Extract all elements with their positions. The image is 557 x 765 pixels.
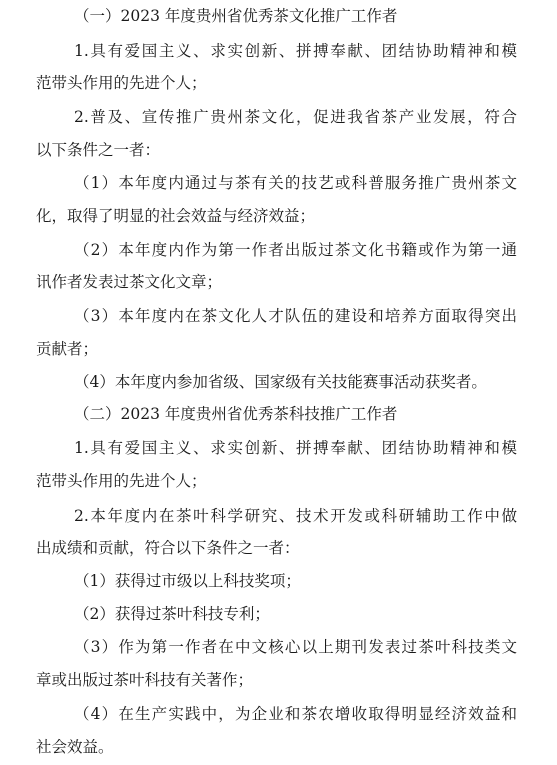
section2-sub3-line1: （3）作为第一作者在中文核心以上期刊发表过茶叶科技类文 (74, 638, 517, 656)
section1-item2-line1: 2.普及、宣传推广贵州茶文化，促进我省茶产业发展，符合 (74, 108, 517, 126)
section1-heading: （一）2023 年度贵州省优秀茶文化推广工作者 (74, 7, 398, 25)
section2-sub1: （1）获得过市级以上科技奖项； (74, 572, 301, 590)
section2-item1-line1: 1.具有爱国主义、求实创新、拼搏奉献、团结协助精神和模 (74, 439, 517, 457)
section1-sub3-line1: （3）本年度内在茶文化人才队伍的建设和培养方面取得突出 (74, 307, 517, 325)
section1-sub2-line2: 讯作者发表过茶文化文章； (36, 273, 223, 291)
section2-item1-line2: 范带头作用的先进个人； (36, 472, 207, 490)
section2-sub3-line2: 章或出版过茶叶科技有关著作； (36, 671, 254, 689)
section2-sub2: （2）获得过茶叶科技专利； (74, 605, 270, 623)
section1-item1-line2: 范带头作用的先进个人； (36, 74, 207, 92)
section2-sub4-line1: （4）在生产实践中，为企业和茶农增收取得明显经济效益和 (74, 705, 517, 723)
section2-item2-line1: 2.本年度内在茶叶科学研究、技术开发或科研辅助工作中做 (74, 507, 517, 525)
section2-heading: （二）2023 年度贵州省优秀茶科技推广工作者 (74, 405, 398, 423)
section1-item1-line1: 1.具有爱国主义、求实创新、拼搏奉献、团结协助精神和模 (74, 42, 517, 60)
section1-sub1-line2: 化，取得了明显的社会效益与经济效益； (36, 207, 316, 225)
section1-sub1-line1: （1）本年度内通过与茶有关的技艺或科普服务推广贵州茶文 (74, 174, 517, 192)
section2-item2-line2: 出成绩和贡献，符合以下条件之一者： (36, 539, 300, 557)
section2-sub4-line2: 社会效益。 (36, 738, 114, 756)
section1-sub3-line2: 贡献者； (36, 340, 99, 358)
section1-item2-line2: 以下条件之一者： (36, 141, 161, 159)
section1-sub4: （4）本年度内参加省级、国家级有关技能赛事活动获奖者。 (74, 373, 487, 391)
section1-sub2-line1: （2）本年度内作为第一作者出版过茶文化书籍或作为第一通 (74, 241, 517, 259)
